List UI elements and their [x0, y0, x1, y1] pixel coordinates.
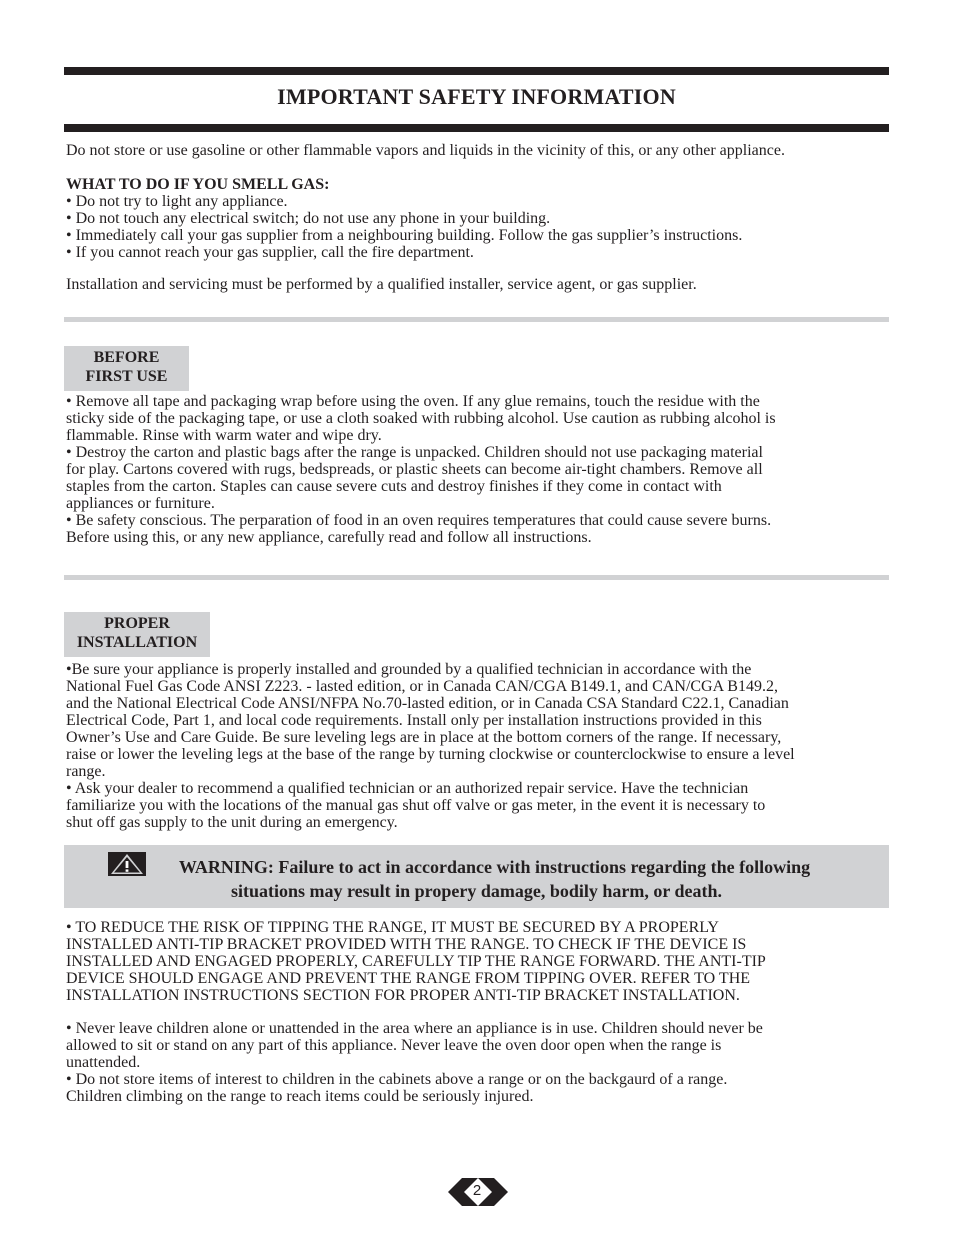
text-line: flammable. Rinse with warm water and wipe dry.	[66, 427, 382, 444]
text-line: Before using this, or any new appliance, carefully read and follow all instructions.	[66, 529, 592, 546]
anti-tip-text	[66, 919, 890, 1004]
warning-banner	[64, 845, 889, 908]
gas-smell-item: • Do not touch any electrical switch; do not use any phone in your building.	[66, 210, 551, 227]
text-line: • Do not store items of interest to children in the cabinets above a range or on the backgaurd of a range.	[66, 1071, 728, 1088]
warning-line1: WARNING: Failure to act in accordance with instructions regarding the following	[178, 857, 811, 877]
text-line: for play. Cartons covered with rugs, bedspreads, or plastic sheets can become air-tight chambers. Remove all	[66, 461, 763, 478]
proper-installation-label	[64, 612, 210, 657]
flammable-warning-paragraph: Do not store or use gasoline or other flammable vapors and liquids in the vicinity of this, or any other appliance.	[66, 142, 785, 159]
children-safety-text	[66, 1020, 890, 1105]
gas-smell-section	[66, 176, 890, 261]
text-line: • Ask your dealer to recommend a qualified technician or an authorized repair service. Have the technician	[66, 780, 749, 797]
text-line: • Destroy the carton and plastic bags after the range is unpacked. Children should not use packaging material	[66, 444, 763, 461]
before-first-use-label-line2: FIRST USE	[85, 368, 168, 385]
gas-smell-heading: WHAT TO DO IF YOU SMELL GAS:	[66, 176, 330, 193]
text-line: National Fuel Gas Code ANSI Z223. - lasted edition, or in Canada CAN/CGA B149.1, and CAN/CGA B149.2,	[66, 678, 778, 695]
page-number: 2	[472, 1182, 482, 1199]
text-line: Children climbing on the range to reach items could be seriously injured.	[66, 1088, 534, 1105]
header-bottom-rule	[64, 124, 889, 132]
text-line: Electrical Code, Part 1, and local code requirements. Install only per installation instructions provided in this	[66, 712, 762, 729]
text-line: •Be sure your appliance is properly installed and grounded by a qualified technician in accordance with the	[66, 661, 752, 678]
text-line: sticky side of the packaging tape, or use a cloth soaked with rubbing alcohol. Use caution as rubbing alcohol is	[66, 410, 776, 427]
text-line: familiarize you with the locations of the manual gas shut off valve or gas meter, in the event it is necessary to	[66, 797, 766, 814]
text-line: • Never leave children alone or unattended in the area where an appliance is in use. Children should never be	[66, 1020, 763, 1037]
text-line: DEVICE SHOULD ENGAGE AND PREVENT THE RANGE FROM TIPPING OVER. REFER TO THE	[66, 970, 751, 987]
text-line: unattended.	[66, 1054, 141, 1071]
installation-note: Installation and servicing must be performed by a qualified installer, service agent, or gas supplier.	[66, 276, 697, 293]
text-line: shut off gas supply to the unit during an emergency.	[66, 814, 398, 831]
page-title: IMPORTANT SAFETY INFORMATION	[277, 84, 676, 109]
text-line: • Be safety conscious. The perparation of food in an oven requires temperatures that could cause severe burns.	[66, 512, 772, 529]
section-divider	[64, 575, 889, 580]
text-line: • Remove all tape and packaging wrap before using the oven. If any glue remains, touch the residue with the	[66, 393, 760, 410]
text-line: staples from the carton. Staples can cause severe cuts and destroy finishes if they come in contact with	[66, 478, 722, 495]
proper-installation-label-line2: INSTALLATION	[76, 634, 198, 651]
before-first-use-label	[64, 346, 189, 391]
gas-smell-item: • Do not try to light any appliance.	[66, 193, 288, 210]
before-first-use-text	[66, 393, 890, 546]
text-line: appliances or furniture.	[66, 495, 215, 512]
gas-smell-item: • If you cannot reach your gas supplier, call the fire department.	[66, 244, 474, 261]
before-first-use-label-line1: BEFORE	[93, 349, 160, 366]
warning-line2: situations may result in propery damage, bodily harm, or death.	[230, 881, 723, 901]
text-line: INSTALLED AND ENGAGED PROPERLY, CAREFULLY TIP THE RANGE FORWARD. THE ANTI-TIP	[66, 953, 766, 970]
text-line: Owner’s Use and Care Guide. Be sure leveling legs are in place at the bottom corners of the range. If necessary,	[66, 729, 782, 746]
text-line: range.	[66, 763, 106, 780]
text-line: and the National Electrical Code ANSI/NFPA No.70-lasted edition, or in Canada CSA Standard C22.1, Canadian	[66, 695, 789, 712]
text-line: INSTALLATION INSTRUCTIONS SECTION FOR PROPER ANTI-TIP BRACKET INSTALLATION.	[66, 987, 740, 1004]
text-line: • TO REDUCE THE RISK OF TIPPING THE RANGE, IT MUST BE SECURED BY A PROPERLY	[66, 919, 719, 936]
section-divider	[64, 317, 889, 322]
text-line: INSTALLED ANTI-TIP BRACKET PROVIDED WITH THE RANGE. TO CHECK IF THE DEVICE IS	[66, 936, 747, 953]
text-line: allowed to sit or stand on any part of this appliance. Never leave the oven door open when the range is	[66, 1037, 722, 1054]
header-top-rule	[64, 67, 889, 75]
text-line: raise or lower the leveling legs at the base of the range by turning clockwise or counterclockwise to ensure a level	[66, 746, 795, 763]
gas-smell-item: • Immediately call your gas supplier from a neighbouring building. Follow the gas supplier’s instructions.	[66, 227, 743, 244]
proper-installation-text	[66, 661, 890, 831]
proper-installation-label-line1: PROPER	[104, 615, 170, 632]
